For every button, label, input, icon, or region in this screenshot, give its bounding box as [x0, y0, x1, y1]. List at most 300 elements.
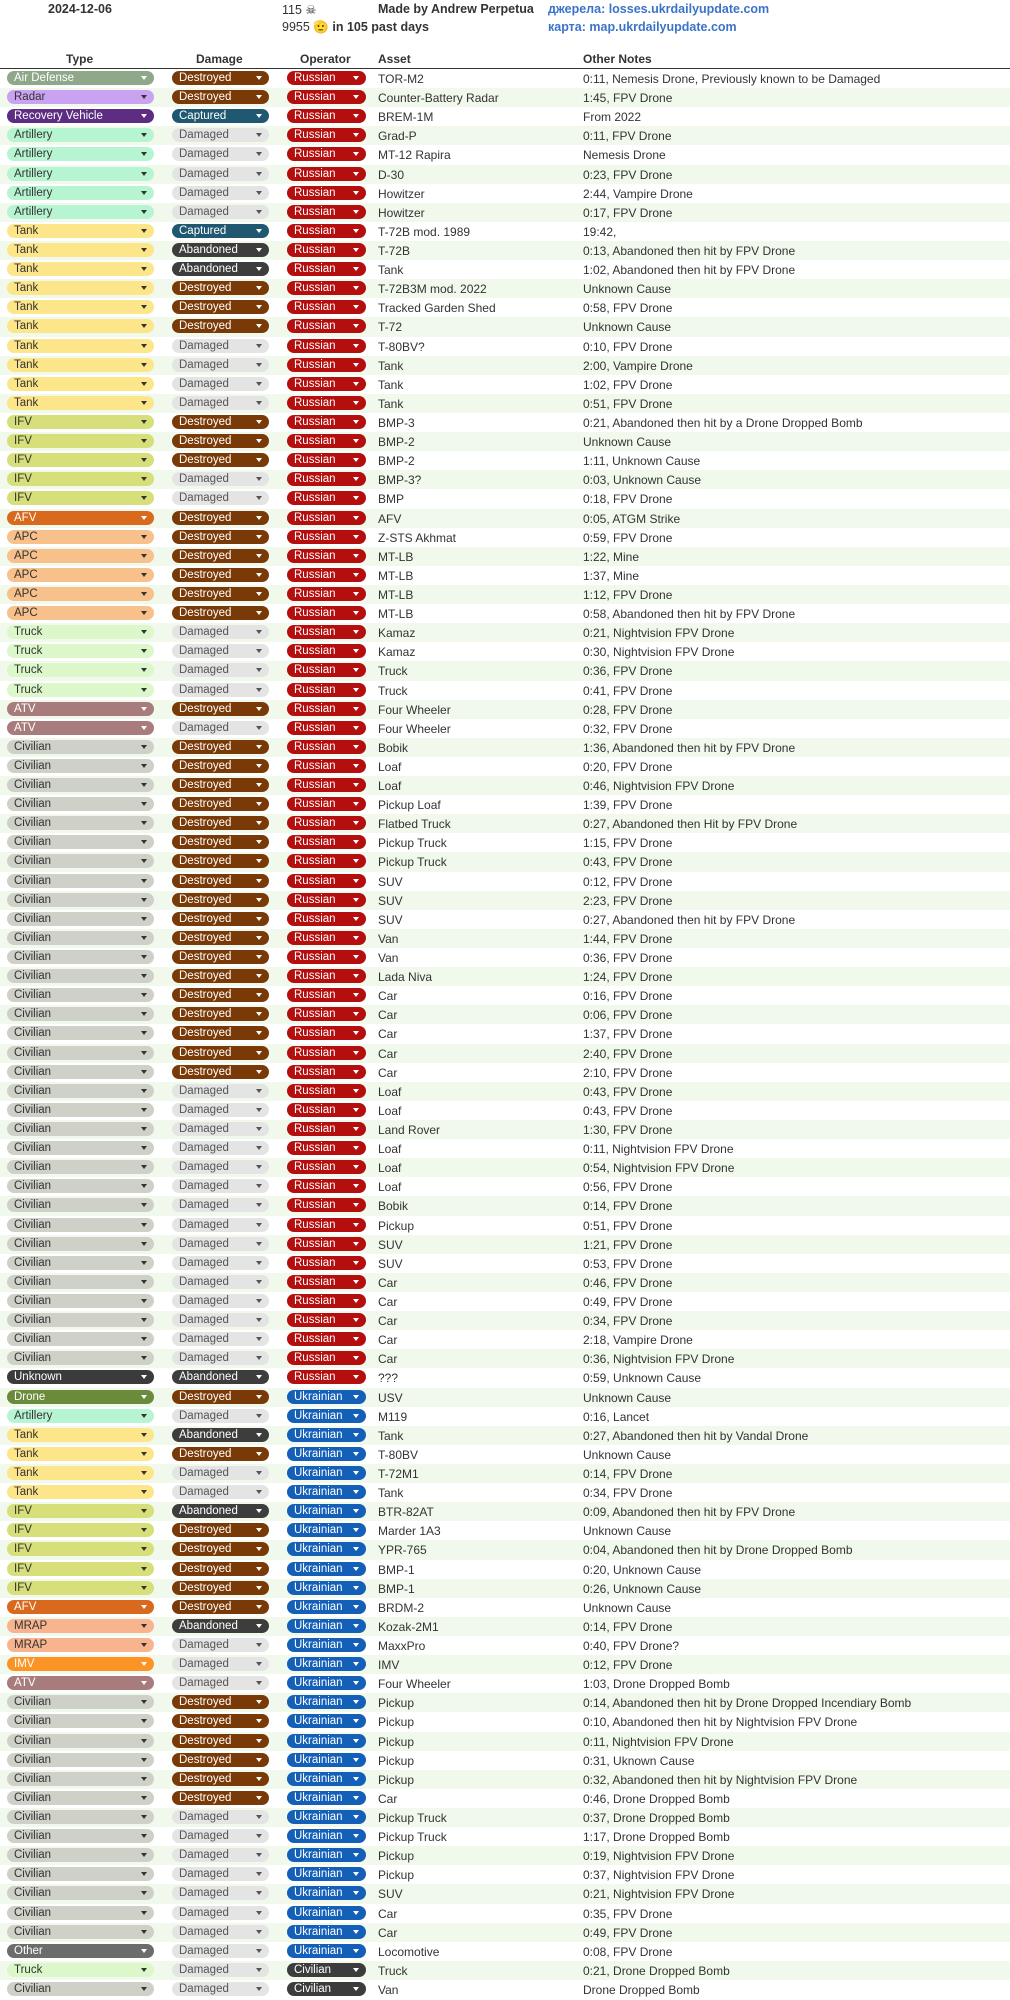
operator-select[interactable]: Russian	[287, 358, 366, 372]
type-select[interactable]: Civilian	[7, 874, 154, 888]
operator-select[interactable]: Russian	[287, 128, 366, 142]
type-select[interactable]: Civilian	[7, 931, 154, 945]
type-select[interactable]: Civilian	[7, 950, 154, 964]
damage-select[interactable]: Damaged	[172, 1638, 269, 1652]
damage-select[interactable]: Destroyed	[172, 1772, 269, 1786]
operator-select[interactable]: Russian	[287, 243, 366, 257]
operator-select[interactable]: Ukrainian	[287, 1485, 366, 1499]
type-select[interactable]: IFV	[7, 1504, 154, 1518]
damage-select[interactable]: Damaged	[172, 396, 269, 410]
operator-select[interactable]: Russian	[287, 778, 366, 792]
damage-select[interactable]: Damaged	[172, 1810, 269, 1824]
type-select[interactable]: Artillery	[7, 167, 154, 181]
operator-select[interactable]: Russian	[287, 109, 366, 123]
operator-select[interactable]: Ukrainian	[287, 1753, 366, 1767]
losses-link[interactable]: джерела: losses.ukrdailyupdate.com	[548, 2, 770, 16]
operator-select[interactable]: Ukrainian	[287, 1829, 366, 1843]
operator-select[interactable]: Russian	[287, 1370, 366, 1384]
damage-select[interactable]: Destroyed	[172, 797, 269, 811]
damage-select[interactable]: Destroyed	[172, 702, 269, 716]
damage-select[interactable]: Damaged	[172, 128, 269, 142]
damage-select[interactable]: Damaged	[172, 683, 269, 697]
operator-select[interactable]: Russian	[287, 415, 366, 429]
type-select[interactable]: MRAP	[7, 1619, 154, 1633]
type-select[interactable]: IFV	[7, 434, 154, 448]
type-select[interactable]: Civilian	[7, 1141, 154, 1155]
operator-select[interactable]: Russian	[287, 186, 366, 200]
damage-select[interactable]: Damaged	[172, 1963, 269, 1977]
operator-select[interactable]: Russian	[287, 205, 366, 219]
type-select[interactable]: Civilian	[7, 1084, 154, 1098]
type-select[interactable]: Tank	[7, 281, 154, 295]
operator-select[interactable]: Ukrainian	[287, 1848, 366, 1862]
operator-select[interactable]: Ukrainian	[287, 1390, 366, 1404]
operator-select[interactable]: Russian	[287, 950, 366, 964]
operator-select[interactable]: Ukrainian	[287, 1772, 366, 1786]
operator-select[interactable]: Russian	[287, 1160, 366, 1174]
damage-select[interactable]: Destroyed	[172, 759, 269, 773]
type-select[interactable]: Civilian	[7, 969, 154, 983]
operator-select[interactable]: Russian	[287, 530, 366, 544]
operator-select[interactable]: Russian	[287, 893, 366, 907]
type-select[interactable]: Civilian	[7, 1753, 154, 1767]
operator-select[interactable]: Russian	[287, 644, 366, 658]
damage-select[interactable]: Damaged	[172, 1141, 269, 1155]
type-select[interactable]: Civilian	[7, 1218, 154, 1232]
type-select[interactable]: IFV	[7, 472, 154, 486]
type-select[interactable]: Civilian	[7, 740, 154, 754]
type-select[interactable]: IFV	[7, 491, 154, 505]
operator-select[interactable]: Russian	[287, 1198, 366, 1212]
damage-select[interactable]: Destroyed	[172, 606, 269, 620]
operator-select[interactable]: Russian	[287, 1065, 366, 1079]
damage-select[interactable]: Destroyed	[172, 511, 269, 525]
operator-select[interactable]: Russian	[287, 1084, 366, 1098]
type-select[interactable]: Civilian	[7, 1198, 154, 1212]
damage-select[interactable]: Destroyed	[172, 778, 269, 792]
type-select[interactable]: Tank	[7, 339, 154, 353]
damage-select[interactable]: Destroyed	[172, 587, 269, 601]
damage-select[interactable]: Damaged	[172, 1466, 269, 1480]
operator-select[interactable]: Russian	[287, 1218, 366, 1232]
type-select[interactable]: Civilian	[7, 988, 154, 1002]
type-select[interactable]: Civilian	[7, 1695, 154, 1709]
operator-select[interactable]: Russian	[287, 396, 366, 410]
operator-select[interactable]: Russian	[287, 434, 366, 448]
damage-select[interactable]: Destroyed	[172, 1695, 269, 1709]
type-select[interactable]: Civilian	[7, 835, 154, 849]
damage-select[interactable]: Destroyed	[172, 1791, 269, 1805]
type-select[interactable]: Other	[7, 1944, 154, 1958]
type-select[interactable]: Artillery	[7, 205, 154, 219]
type-select[interactable]: Tank	[7, 1428, 154, 1442]
type-select[interactable]: Civilian	[7, 1237, 154, 1251]
operator-select[interactable]: Ukrainian	[287, 1676, 366, 1690]
type-select[interactable]: Civilian	[7, 797, 154, 811]
damage-select[interactable]: Destroyed	[172, 1390, 269, 1404]
type-select[interactable]: Civilian	[7, 1829, 154, 1843]
damage-select[interactable]: Damaged	[172, 205, 269, 219]
operator-select[interactable]: Russian	[287, 1141, 366, 1155]
type-select[interactable]: Recovery Vehicle	[7, 109, 154, 123]
damage-select[interactable]: Abandoned	[172, 243, 269, 257]
type-select[interactable]: Artillery	[7, 128, 154, 142]
operator-select[interactable]: Russian	[287, 300, 366, 314]
damage-select[interactable]: Damaged	[172, 1886, 269, 1900]
operator-select[interactable]: Russian	[287, 702, 366, 716]
damage-select[interactable]: Abandoned	[172, 262, 269, 276]
damage-select[interactable]: Damaged	[172, 1160, 269, 1174]
type-select[interactable]: IFV	[7, 1581, 154, 1595]
operator-select[interactable]: Russian	[287, 625, 366, 639]
damage-select[interactable]: Destroyed	[172, 988, 269, 1002]
operator-select[interactable]: Russian	[287, 1294, 366, 1308]
damage-select[interactable]: Destroyed	[172, 1600, 269, 1614]
operator-select[interactable]: Ukrainian	[287, 1810, 366, 1824]
damage-select[interactable]: Damaged	[172, 1237, 269, 1251]
type-select[interactable]: Civilian	[7, 1332, 154, 1346]
operator-select[interactable]: Russian	[287, 912, 366, 926]
damage-select[interactable]: Destroyed	[172, 319, 269, 333]
operator-select[interactable]: Russian	[287, 1007, 366, 1021]
operator-select[interactable]: Russian	[287, 167, 366, 181]
damage-select[interactable]: Destroyed	[172, 816, 269, 830]
damage-select[interactable]: Damaged	[172, 1829, 269, 1843]
operator-select[interactable]: Ukrainian	[287, 1619, 366, 1633]
type-select[interactable]: Truck	[7, 1963, 154, 1977]
damage-select[interactable]: Damaged	[172, 1313, 269, 1327]
type-select[interactable]: Tank	[7, 1485, 154, 1499]
damage-select[interactable]: Destroyed	[172, 1007, 269, 1021]
damage-select[interactable]: Damaged	[172, 1103, 269, 1117]
type-select[interactable]: Drone	[7, 1390, 154, 1404]
operator-select[interactable]: Russian	[287, 740, 366, 754]
operator-select[interactable]: Russian	[287, 262, 366, 276]
damage-select[interactable]: Damaged	[172, 147, 269, 161]
damage-select[interactable]: Destroyed	[172, 1753, 269, 1767]
type-select[interactable]: Civilian	[7, 1791, 154, 1805]
type-select[interactable]: IFV	[7, 1562, 154, 1576]
damage-select[interactable]: Destroyed	[172, 893, 269, 907]
damage-select[interactable]: Damaged	[172, 339, 269, 353]
damage-select[interactable]: Destroyed	[172, 1046, 269, 1060]
type-select[interactable]: MRAP	[7, 1638, 154, 1652]
operator-select[interactable]: Russian	[287, 874, 366, 888]
damage-select[interactable]: Captured	[172, 224, 269, 238]
operator-select[interactable]: Civilian	[287, 1982, 366, 1996]
type-select[interactable]: Unknown	[7, 1370, 154, 1384]
operator-select[interactable]: Russian	[287, 835, 366, 849]
type-select[interactable]: Truck	[7, 683, 154, 697]
type-select[interactable]: Civilian	[7, 1925, 154, 1939]
operator-select[interactable]: Russian	[287, 549, 366, 563]
operator-select[interactable]: Russian	[287, 1256, 366, 1270]
operator-select[interactable]: Russian	[287, 1275, 366, 1289]
type-select[interactable]: APC	[7, 530, 154, 544]
operator-select[interactable]: Russian	[287, 339, 366, 353]
damage-select[interactable]: Destroyed	[172, 854, 269, 868]
operator-select[interactable]: Russian	[287, 90, 366, 104]
damage-select[interactable]: Damaged	[172, 1256, 269, 1270]
type-select[interactable]: Civilian	[7, 893, 154, 907]
damage-select[interactable]: Damaged	[172, 1122, 269, 1136]
type-select[interactable]: Civilian	[7, 1046, 154, 1060]
damage-select[interactable]: Damaged	[172, 1982, 269, 1996]
type-select[interactable]: Civilian	[7, 1179, 154, 1193]
operator-select[interactable]: Russian	[287, 854, 366, 868]
damage-select[interactable]: Damaged	[172, 472, 269, 486]
operator-select[interactable]: Ukrainian	[287, 1944, 366, 1958]
type-select[interactable]: Civilian	[7, 1065, 154, 1079]
operator-select[interactable]: Ukrainian	[287, 1657, 366, 1671]
operator-select[interactable]: Russian	[287, 1122, 366, 1136]
type-select[interactable]: Civilian	[7, 1772, 154, 1786]
damage-select[interactable]: Destroyed	[172, 1447, 269, 1461]
damage-select[interactable]: Destroyed	[172, 453, 269, 467]
operator-select[interactable]: Ukrainian	[287, 1523, 366, 1537]
damage-select[interactable]: Destroyed	[172, 969, 269, 983]
damage-select[interactable]: Damaged	[172, 1906, 269, 1920]
operator-select[interactable]: Ukrainian	[287, 1562, 366, 1576]
operator-select[interactable]: Russian	[287, 319, 366, 333]
type-select[interactable]: Civilian	[7, 1122, 154, 1136]
damage-select[interactable]: Damaged	[172, 644, 269, 658]
type-select[interactable]: APC	[7, 549, 154, 563]
operator-select[interactable]: Ukrainian	[287, 1542, 366, 1556]
damage-select[interactable]: Damaged	[172, 1867, 269, 1881]
type-select[interactable]: Tank	[7, 300, 154, 314]
type-select[interactable]: Civilian	[7, 1275, 154, 1289]
damage-select[interactable]: Abandoned	[172, 1428, 269, 1442]
type-select[interactable]: Artillery	[7, 1409, 154, 1423]
type-select[interactable]: Civilian	[7, 854, 154, 868]
type-select[interactable]: Tank	[7, 377, 154, 391]
damage-select[interactable]: Damaged	[172, 1275, 269, 1289]
type-select[interactable]: AFV	[7, 1600, 154, 1614]
type-select[interactable]: Truck	[7, 625, 154, 639]
damage-select[interactable]: Damaged	[172, 1944, 269, 1958]
damage-select[interactable]: Destroyed	[172, 1581, 269, 1595]
operator-select[interactable]: Ukrainian	[287, 1867, 366, 1881]
operator-select[interactable]: Ukrainian	[287, 1428, 366, 1442]
type-select[interactable]: IFV	[7, 453, 154, 467]
operator-select[interactable]: Ukrainian	[287, 1600, 366, 1614]
damage-select[interactable]: Destroyed	[172, 415, 269, 429]
type-select[interactable]: Civilian	[7, 912, 154, 926]
operator-select[interactable]: Russian	[287, 816, 366, 830]
operator-select[interactable]: Civilian	[287, 1963, 366, 1977]
operator-select[interactable]: Russian	[287, 988, 366, 1002]
damage-select[interactable]: Destroyed	[172, 874, 269, 888]
type-select[interactable]: IFV	[7, 1542, 154, 1556]
type-select[interactable]: IMV	[7, 1657, 154, 1671]
type-select[interactable]: Civilian	[7, 1734, 154, 1748]
column-header-damage[interactable]: Damage	[196, 52, 243, 66]
damage-select[interactable]: Damaged	[172, 663, 269, 677]
type-select[interactable]: Truck	[7, 644, 154, 658]
damage-select[interactable]: Destroyed	[172, 1523, 269, 1537]
operator-select[interactable]: Ukrainian	[287, 1638, 366, 1652]
type-select[interactable]: APC	[7, 606, 154, 620]
damage-select[interactable]: Damaged	[172, 1294, 269, 1308]
operator-select[interactable]: Russian	[287, 1332, 366, 1346]
operator-select[interactable]: Russian	[287, 1026, 366, 1040]
damage-select[interactable]: Damaged	[172, 1351, 269, 1365]
damage-select[interactable]: Destroyed	[172, 1026, 269, 1040]
damage-select[interactable]: Captured	[172, 109, 269, 123]
type-select[interactable]: IFV	[7, 1523, 154, 1537]
operator-select[interactable]: Russian	[287, 606, 366, 620]
type-select[interactable]: Civilian	[7, 1810, 154, 1824]
type-select[interactable]: Civilian	[7, 1906, 154, 1920]
damage-select[interactable]: Damaged	[172, 186, 269, 200]
damage-select[interactable]: Damaged	[172, 1218, 269, 1232]
type-select[interactable]: Civilian	[7, 1256, 154, 1270]
operator-select[interactable]: Ukrainian	[287, 1409, 366, 1423]
damage-select[interactable]: Destroyed	[172, 740, 269, 754]
type-select[interactable]: Civilian	[7, 1886, 154, 1900]
type-select[interactable]: Artillery	[7, 147, 154, 161]
damage-select[interactable]: Damaged	[172, 1084, 269, 1098]
type-select[interactable]: Tank	[7, 319, 154, 333]
type-select[interactable]: Civilian	[7, 1294, 154, 1308]
operator-select[interactable]: Russian	[287, 491, 366, 505]
type-select[interactable]: ATV	[7, 1676, 154, 1690]
operator-select[interactable]: Russian	[287, 1313, 366, 1327]
type-select[interactable]: Civilian	[7, 1351, 154, 1365]
type-select[interactable]: Civilian	[7, 1867, 154, 1881]
operator-select[interactable]: Russian	[287, 931, 366, 945]
type-select[interactable]: Civilian	[7, 1007, 154, 1021]
operator-select[interactable]: Ukrainian	[287, 1734, 366, 1748]
type-select[interactable]: Civilian	[7, 778, 154, 792]
operator-select[interactable]: Russian	[287, 71, 366, 85]
operator-select[interactable]: Russian	[287, 721, 366, 735]
type-select[interactable]: APC	[7, 568, 154, 582]
operator-select[interactable]: Ukrainian	[287, 1581, 366, 1595]
column-header-asset[interactable]: Asset	[378, 52, 411, 66]
damage-select[interactable]: Abandoned	[172, 1504, 269, 1518]
type-select[interactable]: Tank	[7, 262, 154, 276]
damage-select[interactable]: Destroyed	[172, 912, 269, 926]
damage-select[interactable]: Damaged	[172, 377, 269, 391]
type-select[interactable]: ATV	[7, 721, 154, 735]
type-select[interactable]: Civilian	[7, 759, 154, 773]
damage-select[interactable]: Destroyed	[172, 300, 269, 314]
damage-select[interactable]: Destroyed	[172, 281, 269, 295]
operator-select[interactable]: Russian	[287, 377, 366, 391]
operator-select[interactable]: Russian	[287, 1046, 366, 1060]
map-link[interactable]: карта: map.ukrdailyupdate.com	[548, 20, 737, 34]
damage-select[interactable]: Destroyed	[172, 1542, 269, 1556]
type-select[interactable]: Tank	[7, 243, 154, 257]
operator-select[interactable]: Russian	[287, 1237, 366, 1251]
damage-select[interactable]: Damaged	[172, 1332, 269, 1346]
damage-select[interactable]: Damaged	[172, 1485, 269, 1499]
operator-select[interactable]: Russian	[287, 568, 366, 582]
operator-select[interactable]: Ukrainian	[287, 1695, 366, 1709]
operator-select[interactable]: Russian	[287, 224, 366, 238]
type-select[interactable]: Civilian	[7, 1848, 154, 1862]
damage-select[interactable]: Damaged	[172, 1657, 269, 1671]
type-select[interactable]: Tank	[7, 396, 154, 410]
damage-select[interactable]: Destroyed	[172, 71, 269, 85]
type-select[interactable]: Tank	[7, 1447, 154, 1461]
damage-select[interactable]: Destroyed	[172, 568, 269, 582]
type-select[interactable]: Civilian	[7, 1160, 154, 1174]
damage-select[interactable]: Destroyed	[172, 1714, 269, 1728]
damage-select[interactable]: Damaged	[172, 1925, 269, 1939]
operator-select[interactable]: Russian	[287, 663, 366, 677]
operator-select[interactable]: Russian	[287, 587, 366, 601]
operator-select[interactable]: Russian	[287, 453, 366, 467]
type-select[interactable]: Truck	[7, 663, 154, 677]
damage-select[interactable]: Destroyed	[172, 90, 269, 104]
operator-select[interactable]: Russian	[287, 511, 366, 525]
damage-select[interactable]: Abandoned	[172, 1619, 269, 1633]
damage-select[interactable]: Damaged	[172, 491, 269, 505]
damage-select[interactable]: Destroyed	[172, 1734, 269, 1748]
damage-select[interactable]: Damaged	[172, 1198, 269, 1212]
operator-select[interactable]: Russian	[287, 759, 366, 773]
operator-select[interactable]: Ukrainian	[287, 1886, 366, 1900]
damage-select[interactable]: Destroyed	[172, 835, 269, 849]
column-header-operator[interactable]: Operator	[300, 52, 351, 66]
operator-select[interactable]: Ukrainian	[287, 1906, 366, 1920]
operator-select[interactable]: Russian	[287, 1179, 366, 1193]
type-select[interactable]: Tank	[7, 224, 154, 238]
operator-select[interactable]: Ukrainian	[287, 1791, 366, 1805]
operator-select[interactable]: Ukrainian	[287, 1504, 366, 1518]
type-select[interactable]: Artillery	[7, 186, 154, 200]
damage-select[interactable]: Damaged	[172, 167, 269, 181]
type-select[interactable]: AFV	[7, 511, 154, 525]
damage-select[interactable]: Destroyed	[172, 950, 269, 964]
operator-select[interactable]: Russian	[287, 969, 366, 983]
damage-select[interactable]: Destroyed	[172, 931, 269, 945]
damage-select[interactable]: Destroyed	[172, 549, 269, 563]
damage-select[interactable]: Destroyed	[172, 434, 269, 448]
type-select[interactable]: Civilian	[7, 816, 154, 830]
column-header-notes[interactable]: Other Notes	[583, 52, 652, 66]
operator-select[interactable]: Russian	[287, 683, 366, 697]
damage-select[interactable]: Damaged	[172, 1179, 269, 1193]
operator-select[interactable]: Ukrainian	[287, 1447, 366, 1461]
type-select[interactable]: Civilian	[7, 1103, 154, 1117]
type-select[interactable]: Civilian	[7, 1714, 154, 1728]
operator-select[interactable]: Russian	[287, 281, 366, 295]
type-select[interactable]: Tank	[7, 1466, 154, 1480]
type-select[interactable]: Air Defense	[7, 71, 154, 85]
damage-select[interactable]: Abandoned	[172, 1370, 269, 1384]
damage-select[interactable]: Damaged	[172, 1409, 269, 1423]
damage-select[interactable]: Destroyed	[172, 530, 269, 544]
type-select[interactable]: Tank	[7, 358, 154, 372]
operator-select[interactable]: Ukrainian	[287, 1714, 366, 1728]
column-header-type[interactable]: Type	[66, 52, 94, 66]
damage-select[interactable]: Damaged	[172, 358, 269, 372]
operator-select[interactable]: Ukrainian	[287, 1925, 366, 1939]
damage-select[interactable]: Damaged	[172, 1676, 269, 1690]
type-select[interactable]: ATV	[7, 702, 154, 716]
type-select[interactable]: Civilian	[7, 1026, 154, 1040]
type-select[interactable]: IFV	[7, 415, 154, 429]
type-select[interactable]: APC	[7, 587, 154, 601]
damage-select[interactable]: Destroyed	[172, 1562, 269, 1576]
operator-select[interactable]: Russian	[287, 1103, 366, 1117]
damage-select[interactable]: Destroyed	[172, 1065, 269, 1079]
type-select[interactable]: Civilian	[7, 1313, 154, 1327]
